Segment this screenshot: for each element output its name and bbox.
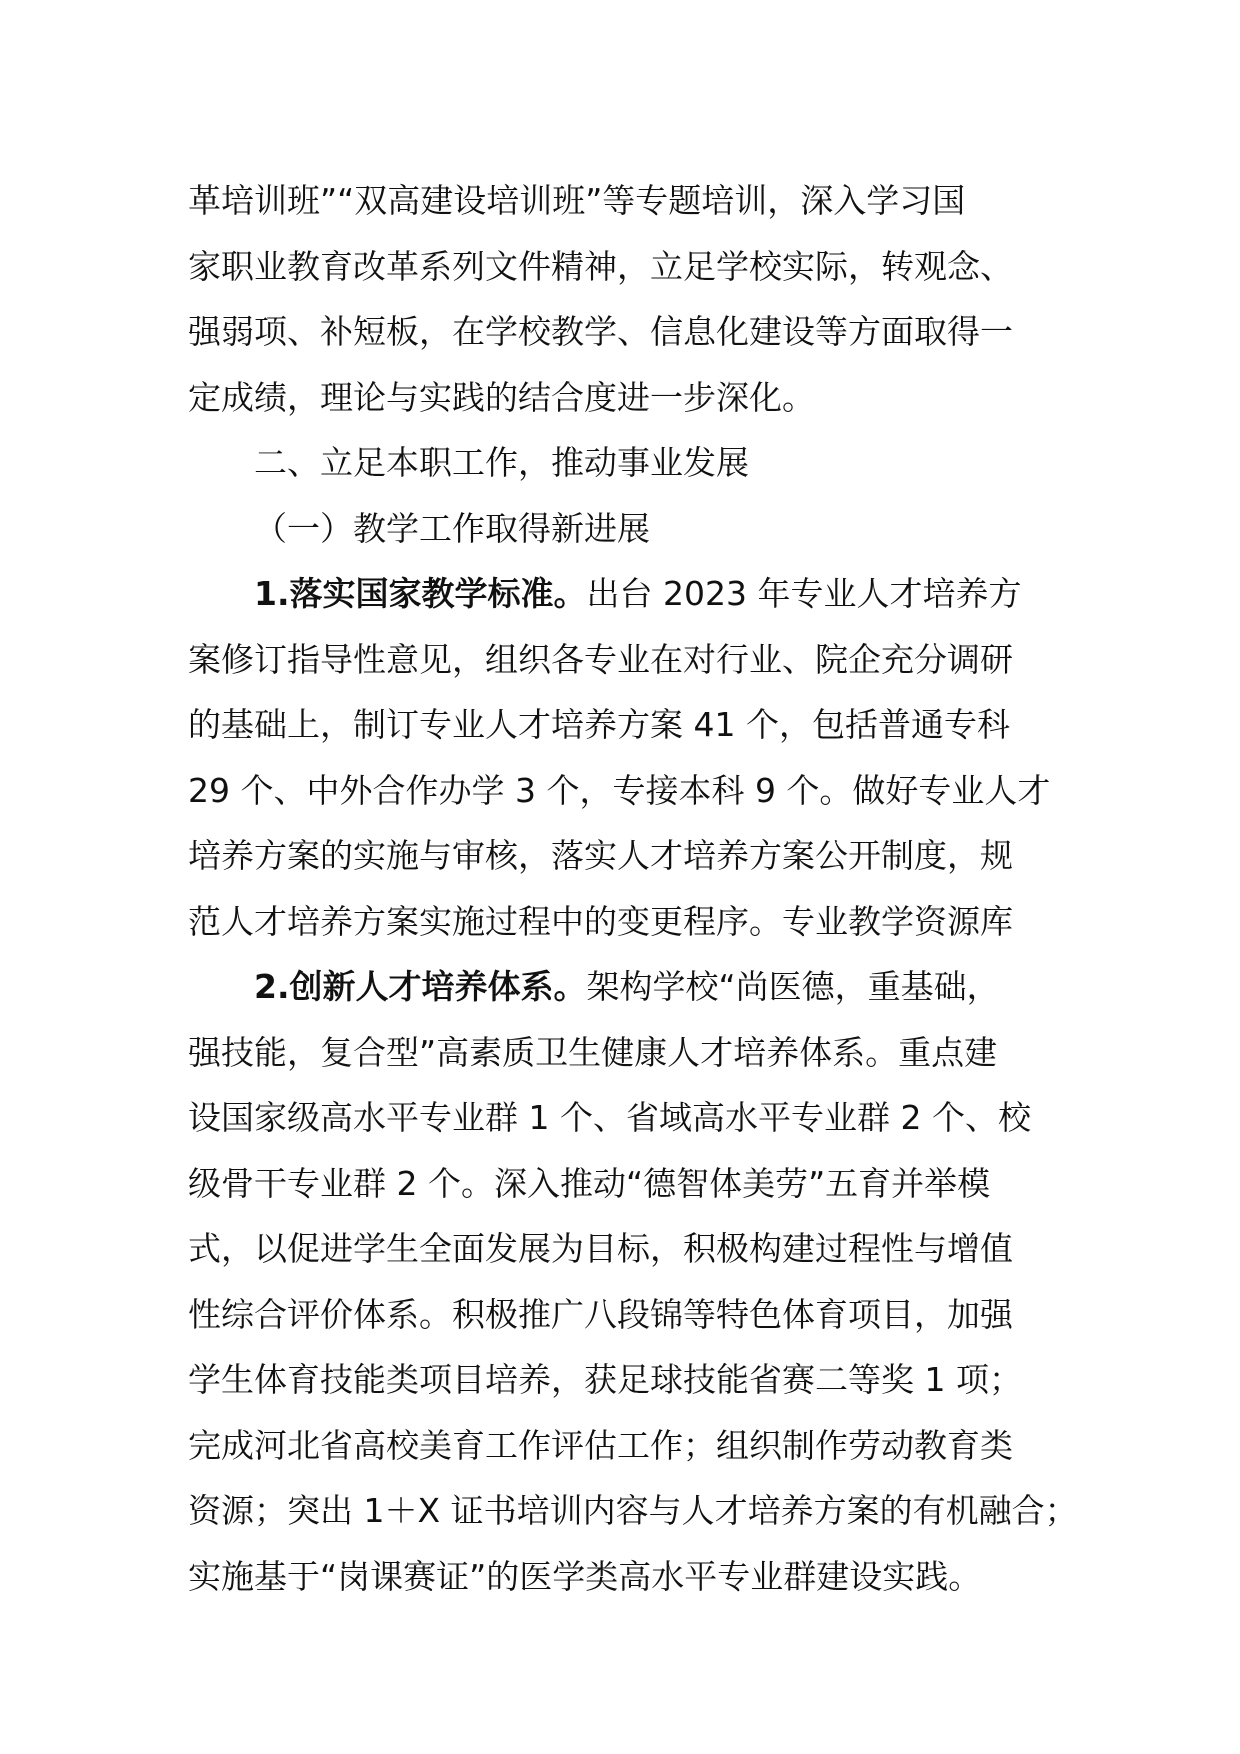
item1-line: 培养方案的实施与审核，落实人才培养方案公开制度，规 bbox=[188, 836, 1013, 875]
item2-line: 设国家级高水平专业群 1 个、省域高水平专业群 2 个、校 bbox=[188, 1098, 1031, 1137]
paragraph-line: 革培训班”“双高建设培训班”等专题培训，深入学习国 bbox=[188, 181, 966, 220]
item2-line: 强技能，复合型”高素质卫生健康人才培养体系。重点建 bbox=[188, 1032, 998, 1072]
paragraph-line: 家职业教育改革系列文件精神，立足学校实际，转观念、 bbox=[188, 246, 1013, 286]
paragraph-line: 定成绩，理论与实践的结合度进一步深化。 bbox=[188, 377, 815, 417]
item1-line: 29 个、中外合作办学 3 个，专接本科 9 个。做好专业人才 bbox=[188, 770, 1051, 810]
item2-first-line bbox=[188, 954, 1088, 1020]
document-body bbox=[188, 168, 1088, 1609]
section-heading: 二、立足本职工作，推动事业发展 bbox=[254, 443, 749, 482]
item1-line: 的基础上，制订专业人才培养方案 41 个，包括普通专科 bbox=[188, 705, 1010, 744]
item2-title: 2.创新人才培养体系。 bbox=[254, 967, 587, 1006]
item2-line: 式，以促进学生全面发展为目标，积极构建过程性与增值 bbox=[188, 1229, 1013, 1268]
item2-line: 完成河北省高校美育工作评估工作；组织制作劳动教育类 bbox=[188, 1425, 1013, 1465]
item2-line: 级骨干专业群 2 个。深入推动“德智体美劳”五育并举模 bbox=[188, 1163, 991, 1203]
item1-line: 案修订指导性意见，组织各专业在对行业、院企充分调研 bbox=[188, 639, 1013, 679]
item2-first-line-text: 架构学校“尚医德，重基础， bbox=[586, 967, 1000, 1006]
item1-line: 范人才培养方案实施过程中的变更程序。专业教学资源库 bbox=[188, 901, 1013, 941]
item1-first-line bbox=[188, 561, 1088, 627]
item1-first-line-text: 出台 2023 年专业人才培养方 bbox=[586, 574, 1022, 613]
item2-line: 性综合评价体系。积极推广八段锦等特色体育项目，加强 bbox=[188, 1294, 1013, 1334]
item2-line: 学生体育技能类项目培养，获足球技能省赛二等奖 1 项； bbox=[188, 1360, 1022, 1399]
paragraph-line: 强弱项、补短板，在学校教学、信息化建设等方面取得一 bbox=[188, 312, 1013, 351]
item1-title: 1.落实国家教学标准。 bbox=[254, 574, 587, 613]
item2-line: 资源；突出 1＋X 证书培训内容与人才培养方案的有机融合； bbox=[188, 1491, 1078, 1530]
subsection-heading: （一）教学工作取得新进展 bbox=[254, 508, 650, 548]
item2-line: 实施基于“岗课赛证”的医学类高水平专业群建设实践。 bbox=[188, 1556, 982, 1596]
